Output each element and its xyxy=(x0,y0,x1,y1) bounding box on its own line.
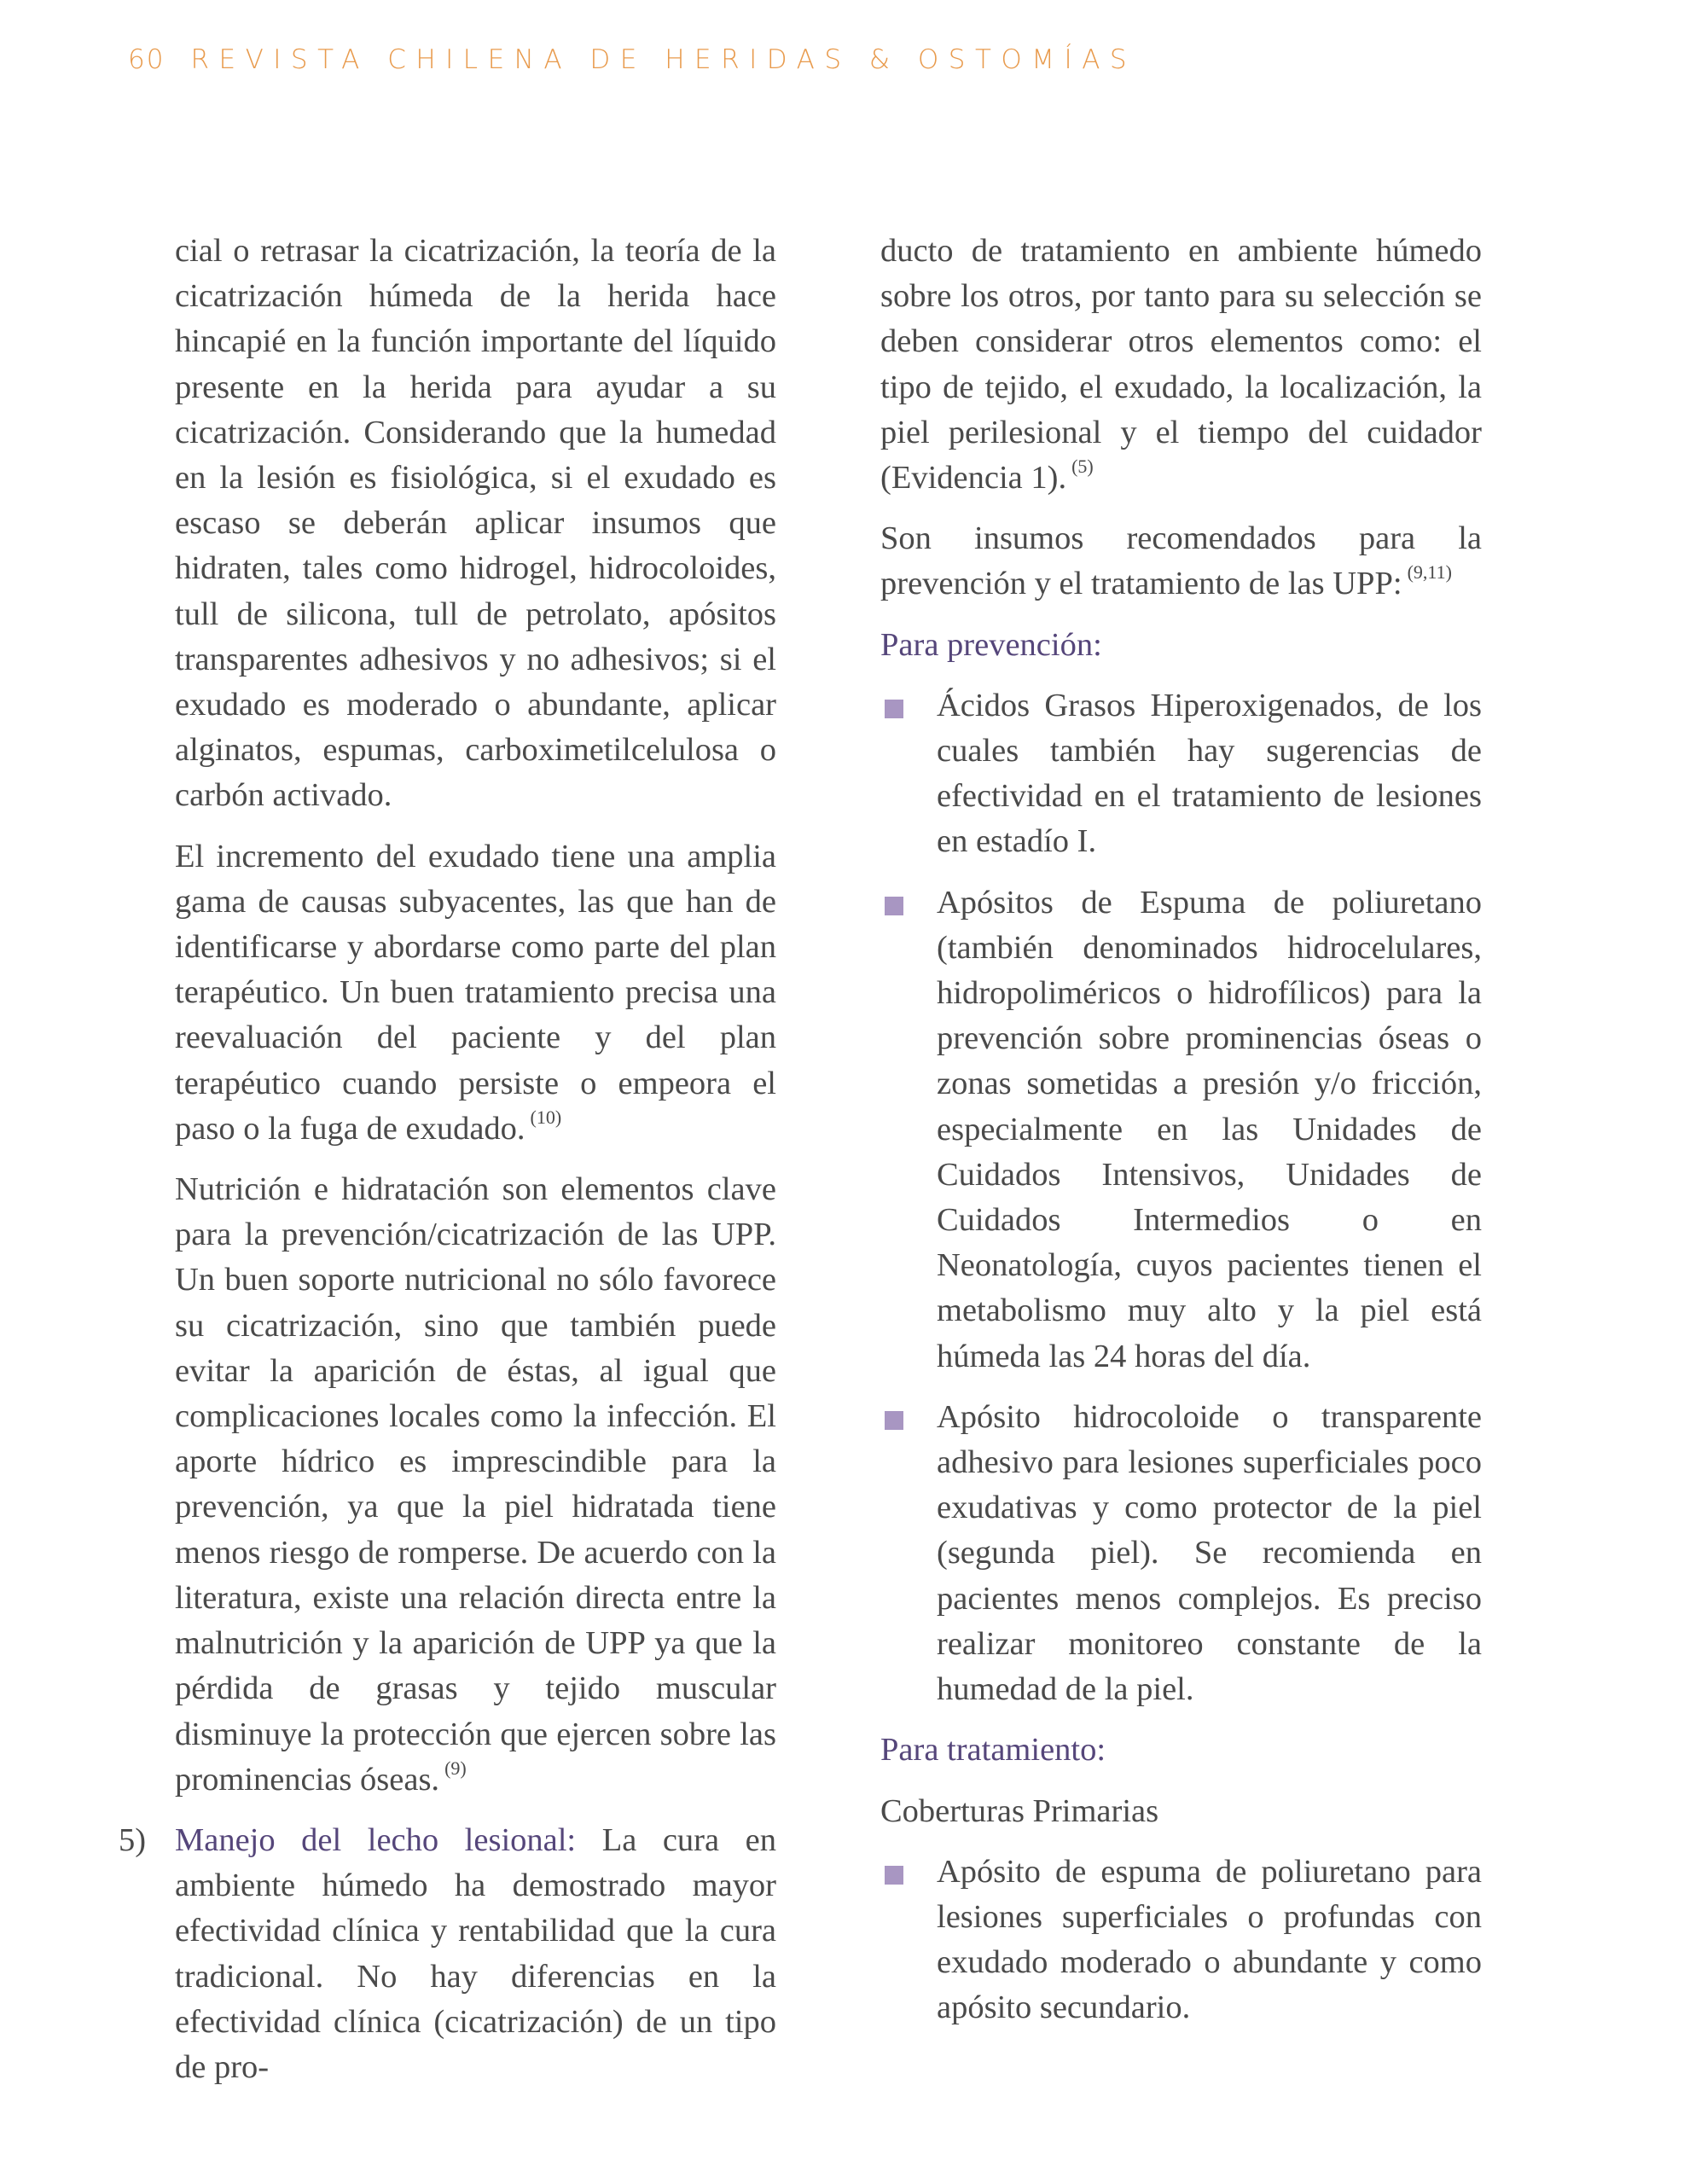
treatment-heading: Para tratamiento: xyxy=(880,1732,1106,1769)
paragraph xyxy=(175,1167,776,1803)
paragraph xyxy=(880,229,1482,501)
citation-ref: (9,11) xyxy=(1407,561,1452,584)
page-number: 60 xyxy=(128,44,165,75)
left-column xyxy=(119,229,776,2106)
list-item-text: Apósito hidrocoloide o transparente adhesivo para lesiones superficiales poco exudativas y como protector de la piel (segunda piel). Se recomienda en pacientes menos complejos. Es preciso realizar monitoreo constante de la humedad de la piel. xyxy=(937,1398,1482,1708)
citation-ref: (9) xyxy=(444,1757,467,1779)
list-item-text: Apósito de espuma de poliuretano para lesiones superficiales o profundas con exudado moderado o abundante y como apósito secundario. xyxy=(937,1853,1482,2026)
prevention-list xyxy=(880,683,1482,1712)
paragraph-text: El incremento del exudado tiene una amplia gama de causas subyacentes, las que han de identificarse y abordarse como parte del plan terapéutico. Un buen tratamiento precisa una reevaluación del paciente y del plan terapéutico cuando persiste o empeora el paso o la fuga de exudado. xyxy=(175,838,776,1147)
list-item xyxy=(880,1395,1482,1712)
paragraph-text: cial o retrasar la cicatrización, la teoría de la cicatrización húmeda de la herida hace hincapié en la función importante del líquido presente en la herida para ayudar a su cicatrización. Considerando que la humedad en la lesión es fisiológica, si el exudado es escaso se deberán aplicar insumos que hidraten, tales como hidrogel, hidrocoloides, tull de silicona, tull de petrolato, apósitos transparentes adhesivos y no adhesivos; si el exudado es moderado o abundante, aplicar alginatos, espumas, carboximetilcelulosa o carbón activado. xyxy=(175,233,776,814)
paragraph xyxy=(880,516,1482,607)
square-bullet-icon xyxy=(885,700,903,718)
square-bullet-icon xyxy=(885,1866,903,1885)
prevention-heading: Para prevención: xyxy=(880,626,1102,663)
list-item-text: Ácidos Grasos Hiperoxigenados, de los cuales también hay sugerencias de efectividad en el tratamiento de lesiones en estadío I. xyxy=(937,687,1482,860)
paragraph xyxy=(175,834,776,1152)
item-number: 5) xyxy=(119,1821,147,1858)
paragraph-text: ducto de tratamiento en ambiente húmedo sobre los otros, por tanto para su selección se deben considerar otros elementos como: el tipo de tejido, el exudado, la localización, la piel perilesional y el tiempo del cuidador (Evidencia 1). xyxy=(880,233,1482,497)
numbered-item-5 xyxy=(119,1818,776,2090)
paragraph-text: Son insumos recomendados para la prevención y el tratamiento de las UPP: xyxy=(880,520,1482,602)
item-text: La cura en ambiente húmedo ha demostrado mayor efectividad clínica y rentabilidad que la cura tradicional. No hay diferencias en la efectividad clínica (cicatrización) de un tipo de pro- xyxy=(175,1821,776,2085)
journal-title: REVISTA CHILENA DE HERIDAS & OSTOMÍAS xyxy=(190,44,1137,75)
citation-ref: (5) xyxy=(1071,456,1094,478)
paragraph-text: Nutrición e hidratación son elementos clave para la prevención/cicatrización de las UPP. Un buen soporte nutricional no sólo favorece su cicatrización, sino que también puede evitar la aparición de éstas, al igual que complicaciones locales como la infección. El aporte hídrico es imprescindible para la prevención, ya que la piel hidratada tiene menos riesgo de romperse. De acuerdo con la literatura, existe una relación directa entre la malnutrición y la aparición de UPP ya que la pérdida de grasas y tejido muscular disminuye la protección que ejercen sobre las prominencias óseas. xyxy=(175,1171,776,1798)
right-column xyxy=(880,229,1482,2047)
square-bullet-icon xyxy=(885,1411,903,1430)
item-title: Manejo del lecho lesional: xyxy=(175,1821,577,1858)
running-header xyxy=(128,44,1136,75)
list-item xyxy=(880,880,1482,1380)
list-item xyxy=(880,1850,1482,2031)
primary-coverings-list xyxy=(880,1850,1482,2031)
list-item xyxy=(880,683,1482,865)
citation-ref: (10) xyxy=(530,1106,562,1128)
primary-coverings-heading: Coberturas Primarias xyxy=(880,1792,1159,1829)
paragraph xyxy=(175,229,776,819)
list-item-text: Apósitos de Espuma de poliuretano (también denominados hidrocelulares, hidropoliméricos o hidrofílicos) para la prevención sobre prominencias óseas o zonas sometidas a presión y/o fricción, especialmente en las Unidades de Cuidados Intensivos, Unidades de Cuidados Intermedios o en Neonatología, cuyos pacientes tienen el metabolismo muy alto y la piel está húmeda las 24 horas del día. xyxy=(937,884,1482,1374)
square-bullet-icon xyxy=(885,897,903,915)
